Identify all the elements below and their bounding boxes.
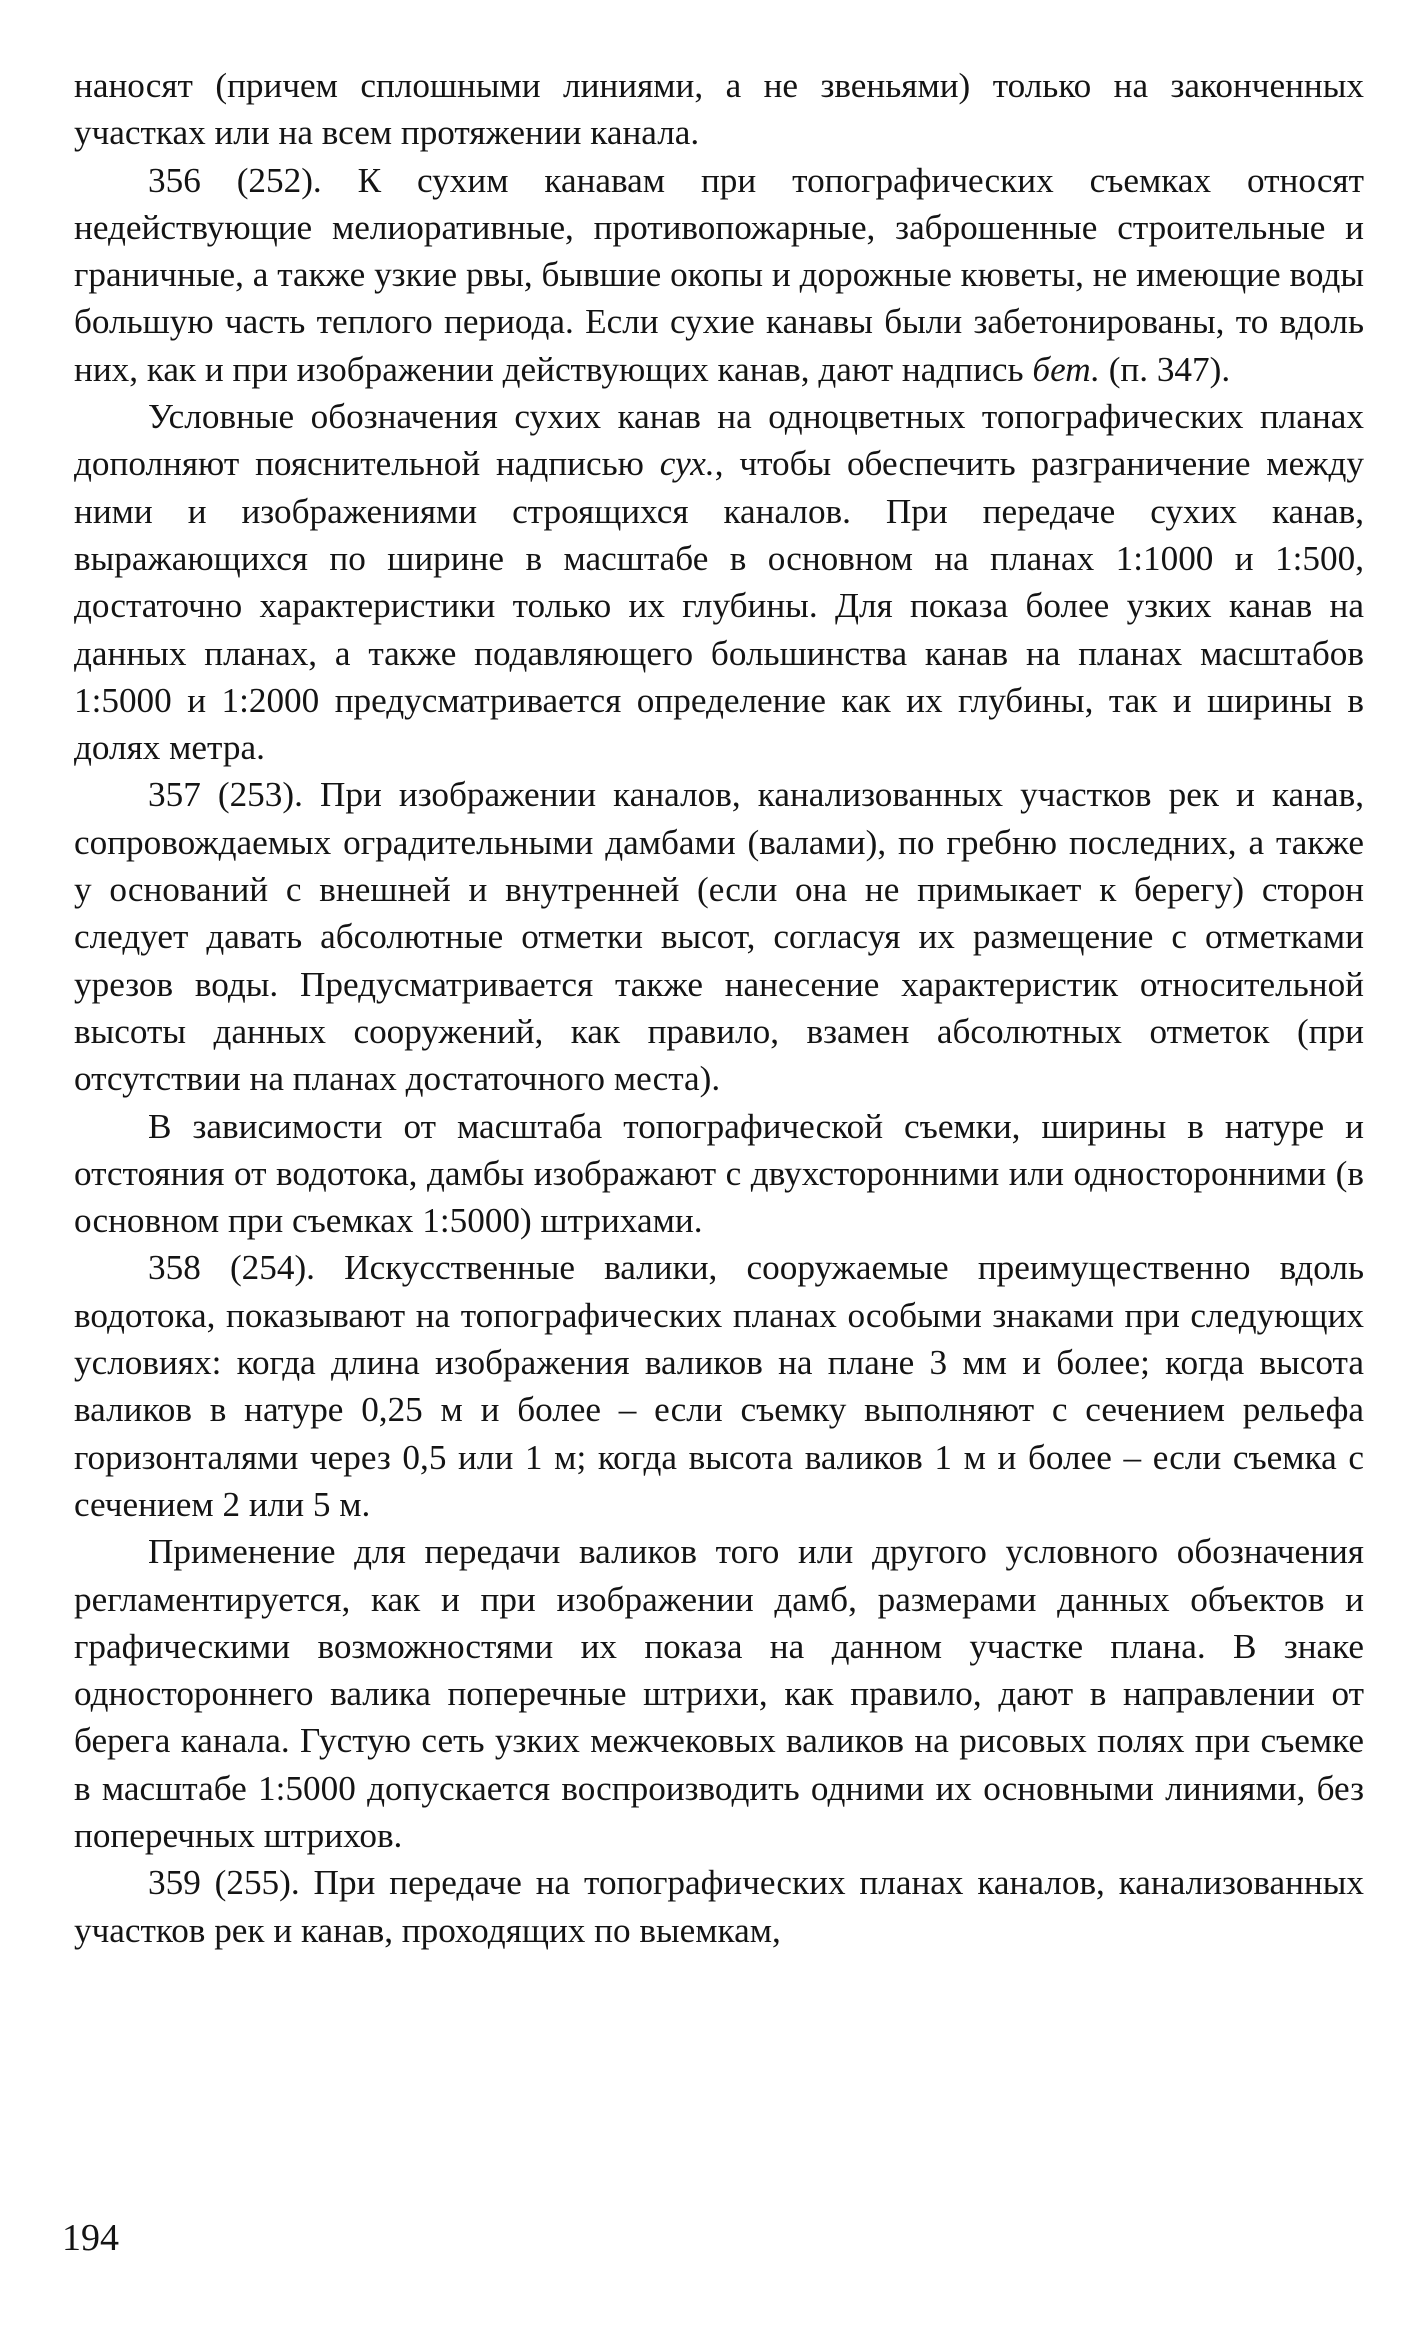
paragraph (74, 1859, 1364, 1954)
paragraph-reference: (252). (200, 160, 358, 200)
paragraph (74, 771, 1364, 1102)
paragraph-reference: (255). (200, 1863, 314, 1903)
paragraph-reference: (253). (200, 775, 320, 815)
text-segment: Применение для передачи валиков того или другого условного обозначения регламентируется, как и при изображении дамб, размерами данных объектов и графическими возможностями их показа на данном участке плана. В знаке одностороннего валика поперечные штрихи, как правило, дают в направлении от берега канала. Густую сеть узких межчековых валиков на рисовых полях при съемке в масштабе 1:5000 допускается воспроизводить одними их основными линиями, без поперечных штрихов. (74, 1532, 1364, 1855)
text-segment: Условные обозначения сухих канав на одноцветных топографических планах дополняют пояснительной надписью (74, 397, 1364, 484)
text-segment: , чтобы обеспечить разграничение между ними и изображениями строящихся каналов. При передаче сухих канав, выражающихся по ширине в масштабе в основном на планах 1:1000 и 1:500, достаточно характеристики только их глубины. Для показа более узких канав на данных планах, а также подавляющего большинства канав на планах масштабов 1:5000 и 1:2000 предусматривается определение как их глубины, так и ширины в долях метра. (74, 444, 1364, 768)
page-number: 194 (62, 2217, 119, 2259)
text-segment: Искусственные валики, сооружаемые преимущественно вдоль водотока, показывают на топографических планах особыми знаками при следующих условиях: когда длина изображения валиков на плане 3 мм и более; когда высота валиков в натуре 0,25 м и более – если съемку выполняют с сечением рельефа горизонталями через 0,5 или 1 м; когда высота валиков 1 м и более – если съемка с сечением 2 или 5 м. (74, 1248, 1364, 1524)
text-segment: К сухим канавам при топографических съемках относят недействующие мелиоративные, противопожарные, заброшенные строительные и граничные, а также узкие рвы, бывшие окопы и дорожные кюветы, не имеющие воды большую часть теплого периода. Если сухие канавы были забетонированы, то вдоль них, как и при изображении действующих канав, дают надпись (74, 160, 1364, 389)
italic-text: сух. (659, 444, 715, 484)
paragraph (74, 62, 1364, 157)
paragraph (74, 1528, 1364, 1859)
text-segment: В зависимости от масштаба топографической съемки, ширины в натуре и отстояния от водотока, дамбы изображают с двухсторонними или односторонними (в основном при съемках 1:5000) штрихами. (74, 1106, 1364, 1241)
paragraph (74, 1244, 1364, 1528)
paragraph-number: 356 (148, 160, 201, 200)
text-segment: При изображении каналов, канализованных участков рек и канав, сопровождаемых оградительными дамбами (валами), по гребню последних, а также у оснований с внешней и внутренней (если она не примыкает к берегу) сторон следует давать абсолютные отметки высот, согласуя их размещение с отметками урезов воды. Предусматривается также нанесение характеристик относительной высоты данных сооружений, как правило, взамен абсолютных отметок (при отсутствии на планах достаточного места). (74, 775, 1364, 1099)
text-segment: При передаче на топографических планах каналов, канализованных участков рек и канав, проходящих по выемкам, (74, 1863, 1364, 1950)
paragraph-reference: (254). (200, 1248, 345, 1288)
paragraph (74, 1103, 1364, 1245)
text-segment: (п. 347). (1099, 349, 1231, 389)
paragraph (74, 157, 1364, 393)
page-body (74, 62, 1364, 1954)
text-segment: наносят (причем сплошными линиями, а не звеньями) только на законченных участках или на всем протяжении канала. (74, 66, 1364, 153)
italic-text: бет. (1032, 349, 1100, 389)
paragraph-number: 359 (148, 1863, 201, 1903)
paragraph-number: 358 (148, 1248, 201, 1288)
paragraph (74, 393, 1364, 771)
paragraph-number: 357 (148, 775, 201, 815)
